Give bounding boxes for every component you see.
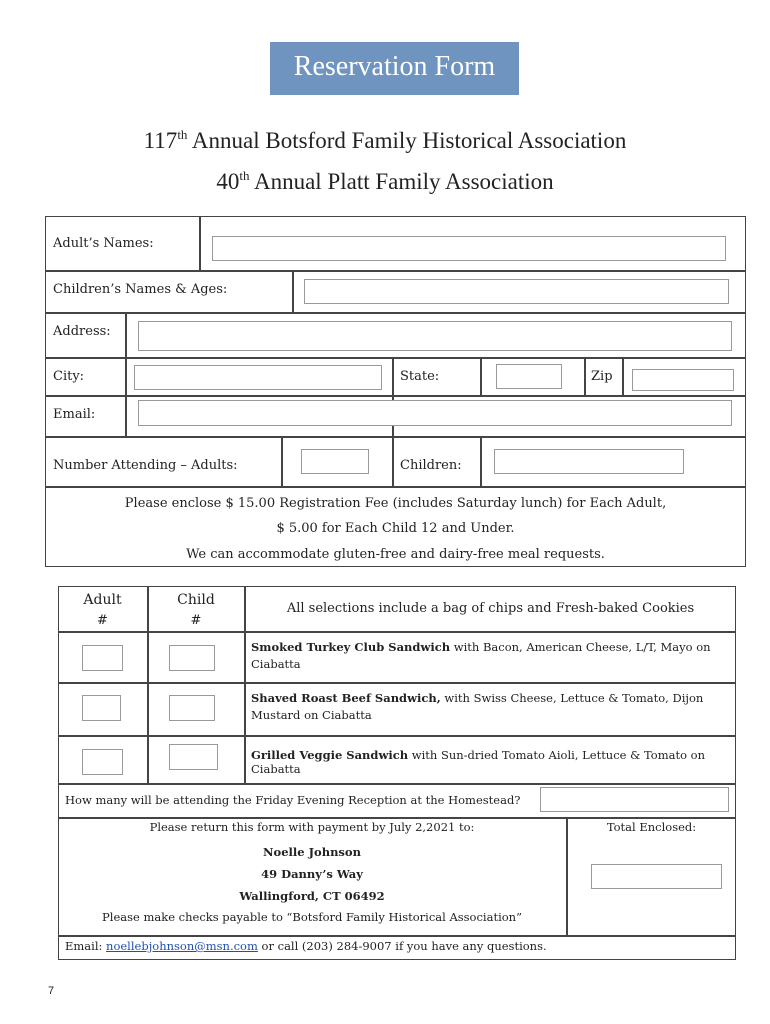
page-number: 7 <box>48 985 55 997</box>
address-field[interactable] <box>138 321 732 351</box>
address-label: Address: <box>53 324 111 339</box>
child-column-header: Child <box>177 592 215 608</box>
adults-names-field[interactable] <box>212 236 726 261</box>
email-field[interactable] <box>138 400 732 426</box>
turkey-adult-qty-field[interactable] <box>82 645 123 671</box>
fee-line-2: $ 5.00 for Each Child 12 and Under. <box>276 521 515 536</box>
return-street: 49 Danny’s Way <box>261 867 363 881</box>
roastbeef-adult-qty-field[interactable] <box>82 695 121 721</box>
total-enclosed-label: Total Enclosed: <box>606 820 697 834</box>
roastbeef-child-qty-field[interactable] <box>169 695 215 721</box>
state-field[interactable] <box>496 364 562 389</box>
veggie-child-qty-field[interactable] <box>169 744 218 770</box>
children-names-label: Children’s Names & Ages: <box>53 282 228 297</box>
adults-names-label: Adult’s Names: <box>53 236 154 251</box>
veggie-adult-qty-field[interactable] <box>82 749 123 775</box>
fee-line-1: Please enclose $ 15.00 Registration Fee (includes Saturday lunch) for Each Adult, <box>124 496 667 511</box>
return-instructions: Please return this form with payment by July 2,2021 to: <box>149 820 475 834</box>
number-children-field[interactable] <box>494 449 684 474</box>
association-heading-2: 40th Annual Platt Family Association <box>216 168 554 194</box>
return-name: Noelle Johnson <box>263 845 361 859</box>
fee-line-3: We can accommodate gluten-free and dairy-free meal requests. <box>186 547 605 562</box>
city-label: City: <box>53 369 85 384</box>
state-label: State: <box>400 369 440 384</box>
adult-hash: # <box>97 613 108 628</box>
checks-payable-note: Please make checks payable to “Botsford Family Historical Association” <box>102 910 522 924</box>
adult-column-header: Adult <box>83 592 122 608</box>
total-enclosed-field[interactable] <box>591 864 722 889</box>
menu-item-turkey: Smoked Turkey Club Sandwich with Bacon, American Cheese, L/T, Mayo on Ciabatta <box>251 640 711 671</box>
form-title-banner: Reservation Form <box>270 42 519 95</box>
child-hash: # <box>190 613 202 628</box>
menu-item-veggie: Grilled Veggie Sandwich with Sun-dried Tomato Aioli, Lettuce & Tomato on Ciabatta <box>251 748 706 776</box>
number-adults-field[interactable] <box>301 449 369 474</box>
city-field[interactable] <box>134 365 382 390</box>
zip-field[interactable] <box>632 369 734 391</box>
return-city: Wallingford, CT 06492 <box>239 889 385 903</box>
reception-count-field[interactable] <box>540 787 729 812</box>
number-children-label: Children: <box>400 458 462 473</box>
registration-table <box>45 216 746 567</box>
selection-header: All selections include a bag of chips and Fresh-baked Cookies <box>286 601 695 616</box>
turkey-child-qty-field[interactable] <box>169 645 215 671</box>
contact-line: Email: noellebjohnson@msn.com or call (203) 284-9007 if you have any questions. <box>65 939 547 953</box>
reception-question: How many will be attending the Friday Evening Reception at the Homestead? <box>65 793 521 807</box>
contact-email-link[interactable]: noellebjohnson@msn.com <box>106 939 258 953</box>
association-heading-1: 117th Annual Botsford Family Historical Association <box>143 127 627 153</box>
number-adults-label: Number Attending – Adults: <box>53 458 238 473</box>
menu-item-roastbeef: Shaved Roast Beef Sandwich, with Swiss Cheese, Lettuce & Tomato, Dijon Mustard on Ciabatta <box>251 691 704 722</box>
zip-label: Zip <box>591 369 613 384</box>
children-names-field[interactable] <box>304 279 729 304</box>
email-label: Email: <box>53 407 96 422</box>
